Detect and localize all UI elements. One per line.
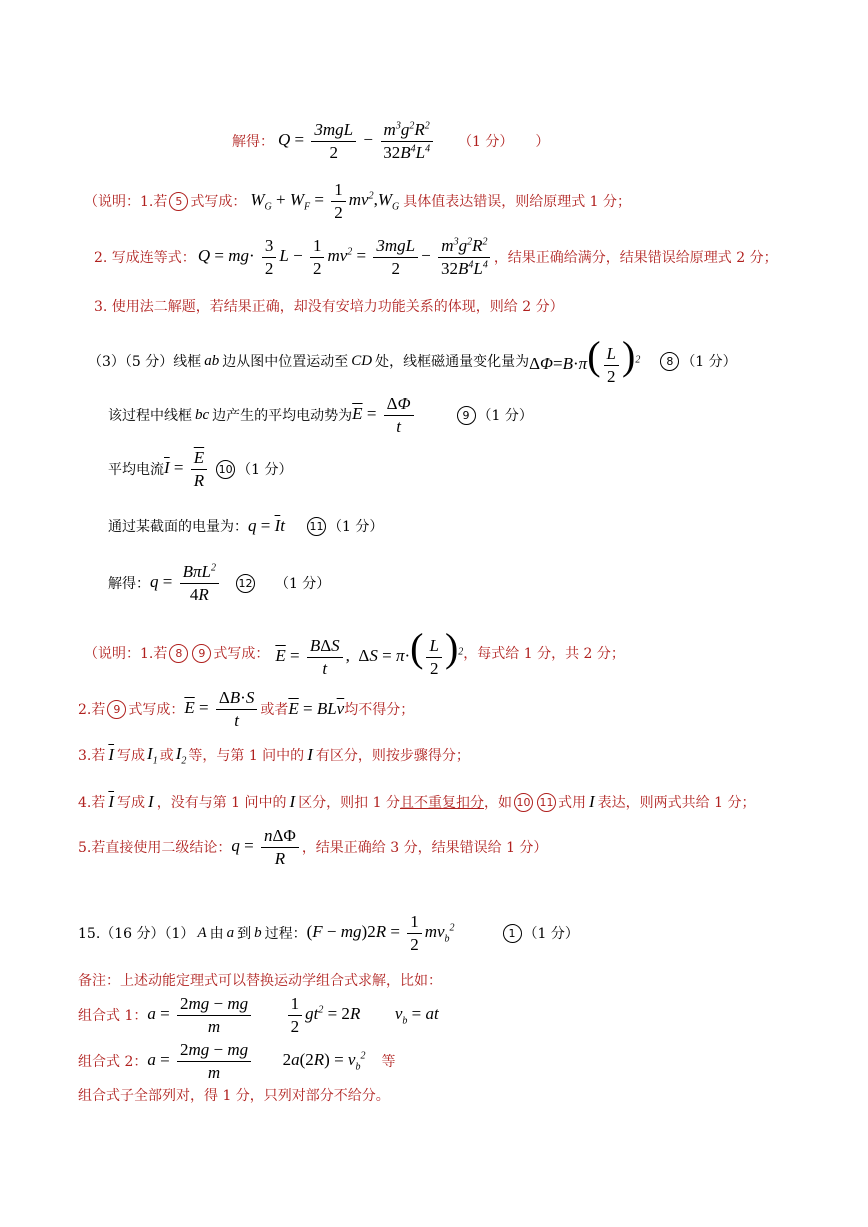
underlined-note: 且不重复扣分 bbox=[400, 795, 484, 811]
note-line-3: 3. 使用法二解题，若结果正确，却没有安培力功能关系的体现，则给 2 分） bbox=[94, 299, 564, 315]
equation-energy: (F − mg)2R = $\frac{1}{2}$ $mv_b^2$ bbox=[306, 912, 455, 954]
equation-conclusion: q = $\frac{\text{nΔΦ}}{R}$ bbox=[231, 826, 301, 868]
charge-line: 通过某截面的电量为： $q = \overline{I}t$ 11 （1 分） bbox=[108, 516, 384, 535]
remark-line: 备注：上述动能定理式可以替换运动学组合式求解，比如： bbox=[78, 973, 442, 989]
equation-charge: $q = \overline{I}t$ bbox=[248, 516, 285, 535]
combo-note-line: 组合式子全部列对，得 1 分，只列对部分不给分。 bbox=[78, 1088, 390, 1104]
note-line-1: （说明：1.若 5 式写成： $W_G + W_F$ = $\frac{1}{2}$ $mv^2,W_G$ 具体值表达错误，则给原理式 1 分； bbox=[84, 180, 632, 222]
part3-flux-line: （3）（5 分）线框 ab 边从图中位置运动至 CD 处，线框磁通量变化量为 ΔΦ=B·π( $\frac{L}{2}$ )$^2$ 8 （1 分） bbox=[88, 333, 737, 386]
equation-combo-1: a = $\frac{2mg - mg}{m}$ $\frac{1}{2}$ $gt^2 = 2R$ $v_b$ = at bbox=[147, 994, 439, 1036]
average-current-line: 平均电流 $\overline{I}$ = $\frac{\overline{E}}{R}$ 10 （1 分） bbox=[108, 448, 293, 490]
note-line-2: 2. 写成连等式： Q = mg· $\frac{3}{2}$ L − $\frac{1}{2}$ $mv^2$ = $\frac{\text{3mgL}}{2}$ − $\frac{m^3g^2R^2}{32B^4L^4}$ ，结果正确给满分，结果错误给原理式 2 分； bbox=[94, 236, 778, 278]
equation-work: $W_G + W_F$ = $\frac{1}{2}$ $mv^2,W_G$ bbox=[250, 180, 400, 222]
solution-result-line: 解得： Q = $\frac{\text{3mgL}}{2}$ − $\frac{m^3g^2R^2}{32B^4L^4}$ （1 分） ） bbox=[232, 120, 550, 162]
note2-line-3: 3.若 $\overline{I}$ 写成 $I_1$ 或 $I_2$ 等，与第 1 问中的 I 有区分，则按步骤得分； bbox=[78, 744, 470, 767]
equation-charge-result: q = $\frac{B\pi L^2}{4R}$ bbox=[150, 562, 222, 604]
equation-flux: ΔΦ=B·π( $\frac{L}{2}$ )$^2$ bbox=[529, 333, 641, 386]
equation-current: $\overline{I}$ = $\frac{\overline{E}}{R}$ bbox=[164, 448, 210, 490]
combo-1-line: 组合式 1： a = $\frac{2mg - mg}{m}$ $\frac{1}{2}$ $gt^2 = 2R$ $v_b$ = at bbox=[78, 994, 439, 1036]
circled-number: 5 bbox=[169, 192, 188, 211]
charge-result-line: 解得： q = $\frac{B\pi L^2}{4R}$ 12 （1 分） bbox=[108, 562, 331, 604]
note2-line-1: （说明：1.若 8 9 式写成： $\overline{E}$ = $\frac{\text{BΔS}}{t}$ , ΔS = π·( $\frac{L}{2}$ )$^2$ ，每式给 1 分，共 2 分； bbox=[84, 625, 625, 678]
combo-2-line: 组合式 2： a = $\frac{2mg - mg}{m}$ $2a(2R) = v_b^2$ 等 bbox=[78, 1040, 396, 1082]
note2-line-2: 2.若 9 式写成： $\overline{E}$ = $\frac{\Delta B\cdot S}{t}$ 或者 $\overline{E} = BL\overline{v}$ 均不得分； bbox=[78, 688, 415, 730]
equation-chain: Q = mg· $\frac{3}{2}$ L − $\frac{1}{2}$ $mv^2$ = $\frac{\text{3mgL}}{2}$ − $\frac{m^3g^2R^2}{32B^4L^4}$ bbox=[198, 236, 494, 278]
question15-line: 15.（16 分）（1） A 由 a 到 b 过程： (F − mg)2R = $\frac{1}{2}$ $mv_b^2$ 1 （1 分） bbox=[78, 912, 579, 954]
equation-emf: $\overline{E}$ = $\frac{\Delta\Phi}{t}$ bbox=[352, 394, 416, 436]
equation-q: Q = $\frac{\text{3mgL}}{2}$ − $\frac{m^3g^2R^2}{32B^4L^4}$ bbox=[278, 120, 436, 162]
average-emf-line: 该过程中线框 bc 边产生的平均电动势为 $\overline{E}$ = $\frac{\Delta\Phi}{t}$ 9 （1 分） bbox=[108, 394, 533, 436]
equation-wrong-1: $\overline{E}$ = $\frac{\Delta B\cdot S}{t}$ bbox=[184, 688, 260, 730]
note2-line-5: 5.若直接使用二级结论： q = $\frac{\text{nΔΦ}}{R}$ ，结果正确给 3 分，结果错误给 1 分） bbox=[78, 826, 548, 868]
equation-combo-2: a = $\frac{2mg - mg}{m}$ $2a(2R) = v_b^2$ bbox=[147, 1040, 366, 1082]
note2-line-4: 4.若 $\overline{I}$ 写成 I ，没有与第 1 问中的 I 区分，则扣 1 分 且不重复扣分 ，如 10 11 式用 I 表达，则两式共给 1 分； bbox=[78, 792, 756, 811]
equation-wrong-2: $\overline{E} = BL\overline{v}$ bbox=[288, 699, 345, 719]
equation-alt-emf: $\overline{E}$ = $\frac{\text{BΔS}}{t}$ , ΔS = π·( $\frac{L}{2}$ )$^2$ bbox=[275, 625, 464, 678]
